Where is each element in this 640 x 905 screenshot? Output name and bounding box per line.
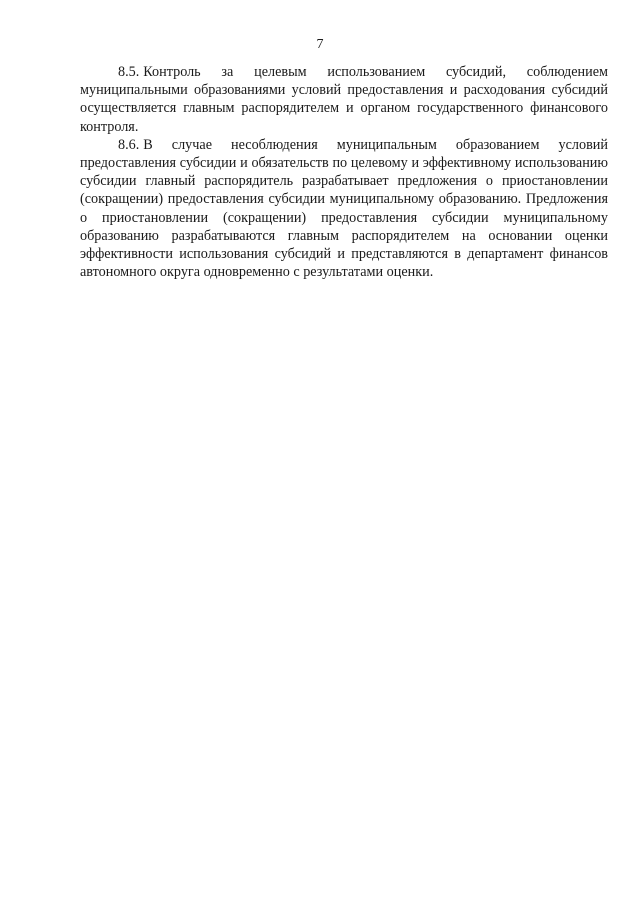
document-body	[80, 63, 608, 281]
paragraph-number: 8.6.	[118, 136, 140, 153]
paragraph-8-5	[80, 63, 608, 136]
page-number: 7	[316, 37, 324, 52]
paragraph-number: 8.5.	[118, 64, 140, 80]
paragraph-text: В случае несоблюдения муниципальным образованием условий предоставления субсидии и обязательств по целевому и эффективному использованию субсидии главный распорядитель разрабатывает предложения о приостановлении (сокращении) предоставления субсидии муниципальному образованию. Предложения о приостановлении (сокращении) предоставления субсидии муниципальному образованию разрабатываются главным распорядителем на основании оценки эффективности использования субсидий и представляются в департамент финансов автономного округа одновременно с результатами оценки.	[80, 136, 608, 281]
paragraph-text: Контроль за целевым использованием субсидий, соблюдением муниципальными образованиями условий предоставления и расходования субсидий осуществляется главным распорядителем и органом государственного финансового контроля.	[80, 64, 608, 135]
paragraph-8-6	[80, 136, 608, 282]
